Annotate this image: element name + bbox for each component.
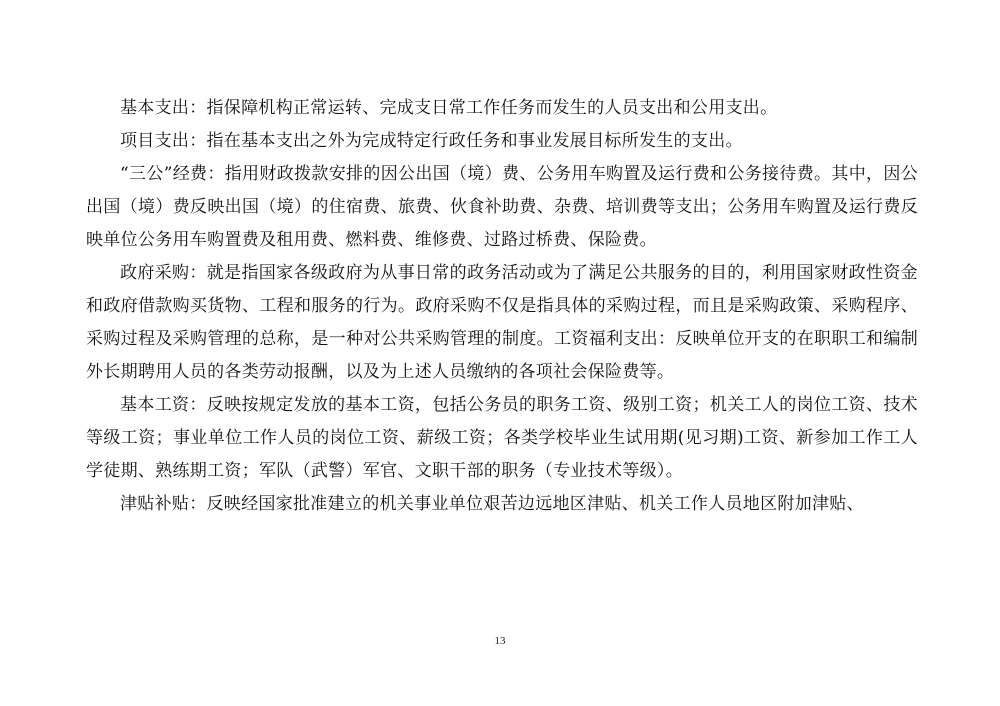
paragraph-project-expenditure: 项目支出：指在基本支出之外为完成特定行政任务和事业发展目标所发生的支出。 bbox=[120, 131, 743, 151]
paragraph-basic-expenditure: 基本支出：指保障机构正常运转、完成支日常工作任务而发生的人员支出和公用支出。 bbox=[120, 98, 778, 118]
paragraph-basic-wages: 基本工资：反映按规定发放的基本工资，包括公务员的职务工资、级别工资；机关工人的岗位工资、技术等级工资；事业单位工作人员的岗位工资、薪级工资；各类学校毕业生试用期(见习期)工资、新参加工作工人学徒期、熟练期工资；军队（武警）军官、文职干部的职务（专业技术等级）。 bbox=[86, 395, 918, 481]
paragraph-government-procurement: 政府采购：就是指国家各级政府为从事日常的政务活动或为了满足公共服务的目的，利用国家财政性资金和政府借款购买货物、工程和服务的行为。政府采购不仅是指具体的采购过程，而且是采购政策、采购程序、采购过程及采购管理的总称，是一种对公共采购管理的制度。工资福利支出：反映单位开支的在职职工和编制外长期聘用人员的各类劳动报酬，以及为上述人员缴纳的各项社会保险费等。 bbox=[86, 263, 918, 382]
paragraph-three-public-expenses: “三公”经费：指用财政拨款安排的因公出国（境）费、公务用车购置及运行费和公务接待费。其中，因公出国（境）费反映出国（境）的住宿费、旅费、伙食补助费、杂费、培训费等支出；公务用车购置及运行费反映单位公务用车购置费及租用费、燃料费、维修费、过路过桥费、保险费。 bbox=[86, 164, 918, 250]
document-body bbox=[86, 92, 918, 521]
paragraph-allowances: 津贴补贴：反映经国家批准建立的机关事业单位艰苦边远地区津贴、机关工作人员地区附加津贴、 bbox=[120, 494, 864, 514]
page-number: 13 bbox=[494, 635, 506, 647]
